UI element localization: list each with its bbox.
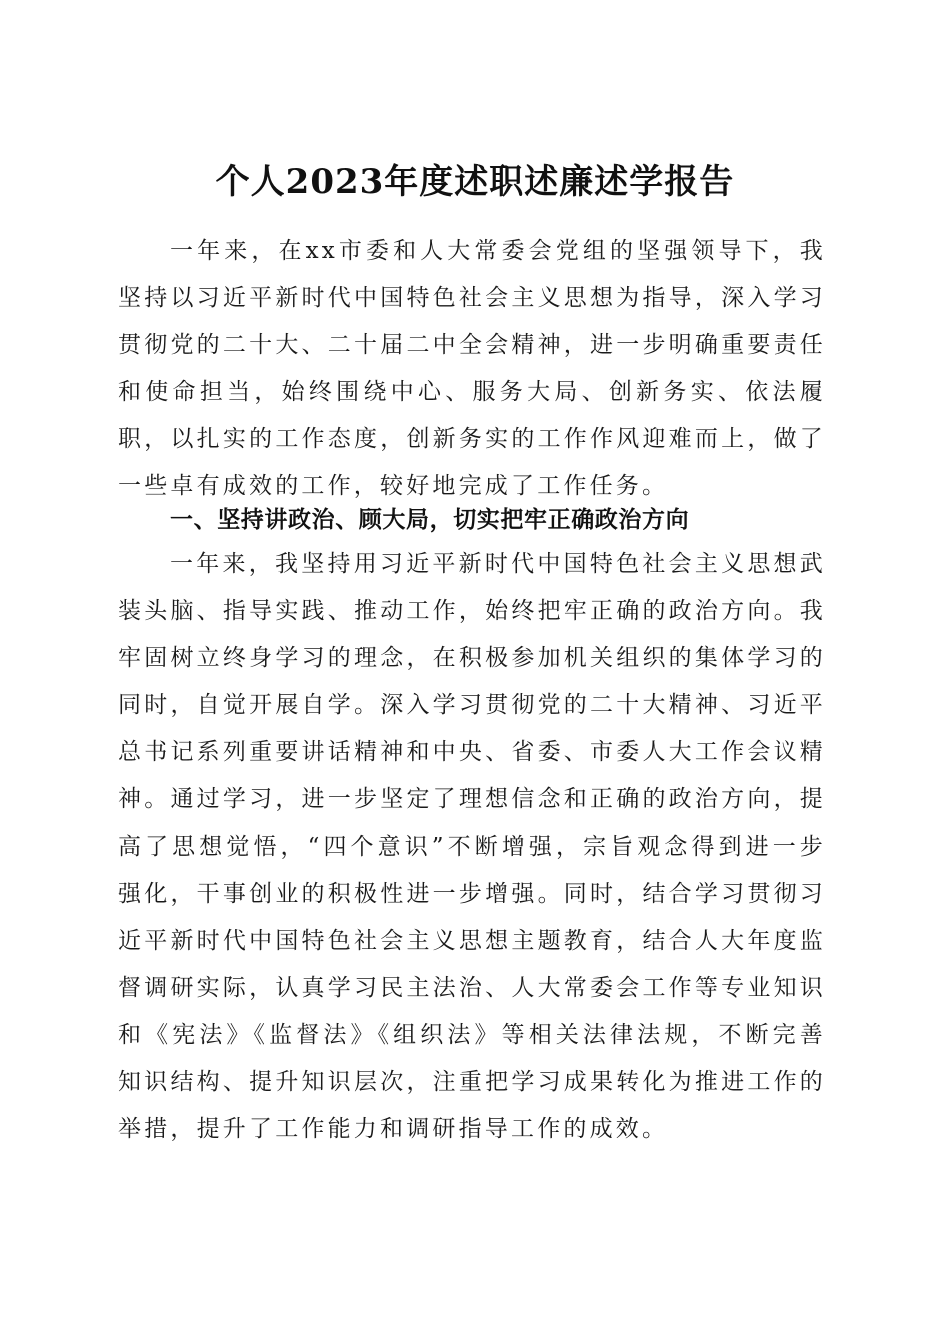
intro-paragraph: 一年来，在xx市委和人大常委会党组的坚强领导下，我坚持以习近平新时代中国特色社会主义思想为指导，深入学习贯彻党的二十大、二十届二中全会精神，进一步明确重要责任和使命担当，始终围绕中心、服务大局、创新务实、依法履职，以扎实的工作态度，创新务实的工作作风迎难而上，做了一些卓有成效的工作，较好地完成了工作任务。 bbox=[118, 238, 826, 500]
section-heading: 一、坚持讲政治、顾大局，切实把牢正确政治方向 bbox=[170, 507, 690, 533]
section-paragraph: 一年来，我坚持用习近平新时代中国特色社会主义思想武装头脑、指导实践、推动工作，始终把牢正确的政治方向。我牢固树立终身学习的理念，在积极参加机关组织的集体学习的同时，自觉开展自学。深入学习贯彻党的二十大精神、习近平总书记系列重要讲话精神和中央、省委、市委人大工作会议精神。通过学习，进一步坚定了理想信念和正确的政治方向，提高了思想觉悟，“四个意识”不断增强，宗旨观念得到进一步强化，干事创业的积极性进一步增强。同时，结合学习贯彻习近平新时代中国特色社会主义思想主题教育，结合人大年度监督调研实际，认真学习民主法治、人大常委会工作等专业知识和《宪法》《监督法》《组织法》等相关法律法规，不断完善知识结构、提升知识层次，注重把学习成果转化为推进工作的举措，提升了工作能力和调研指导工作的成效。 bbox=[118, 551, 826, 1143]
document-title: 个人2023年度述职述廉述学报告 bbox=[215, 161, 735, 202]
